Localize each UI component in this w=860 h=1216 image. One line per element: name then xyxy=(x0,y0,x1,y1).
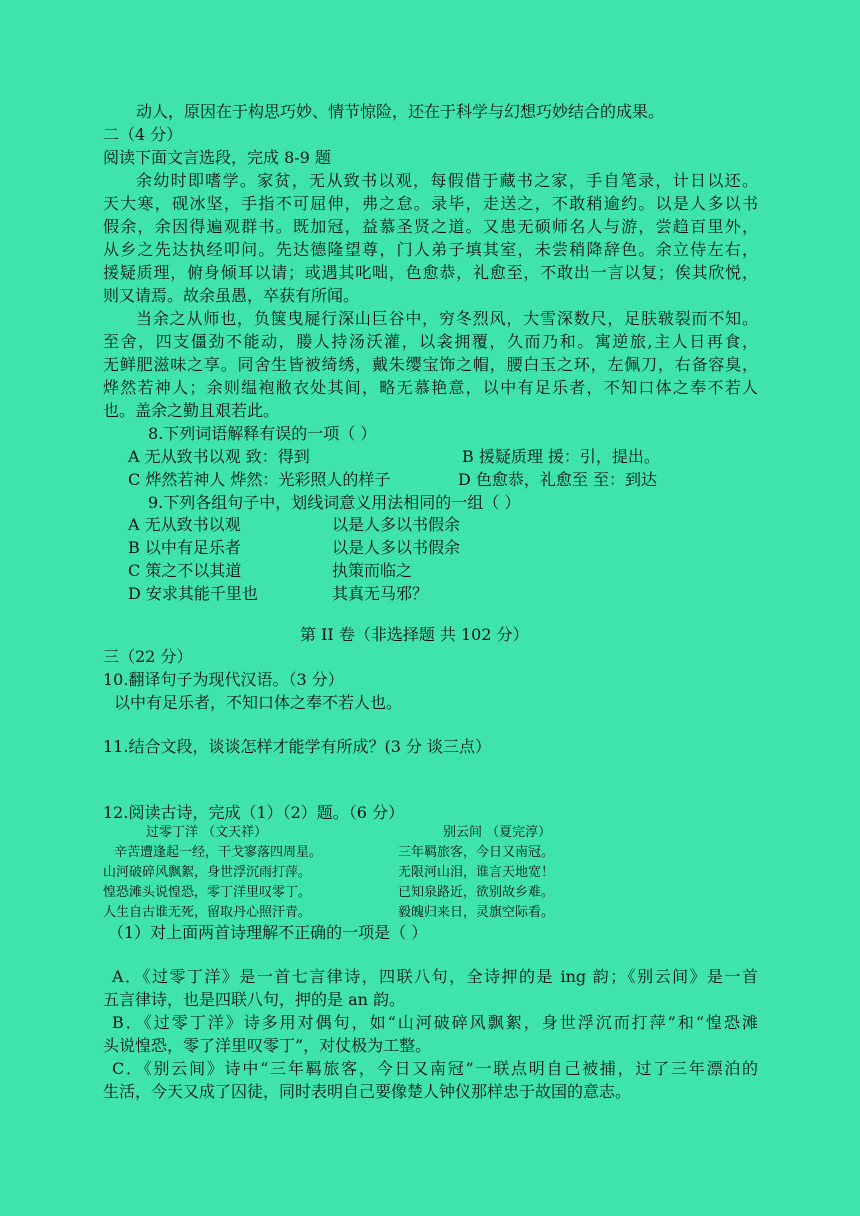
q12-option-a: A．《过零丁洋》是一首七言律诗，四联八句，全诗押的是 ing 韵；《别云间》是一首 xyxy=(112,967,758,986)
passage-line: 假余，余因得遍观群书。既加冠，益慕圣贤之道。又患无硕师名人与游，尝趋百里外， xyxy=(103,217,758,236)
q9-option-d-left: D 安求其能千里也 xyxy=(128,584,258,603)
poem-right-title: 别云间 （夏完淳） xyxy=(443,825,552,840)
passage-line: 当余之从师也，负箧曳屣行深山巨谷中，穷冬烈风，大雪深数尺，足肤皲裂而不知。 xyxy=(136,309,758,328)
question-8: 8.下列词语解释有误的一项（ ） xyxy=(148,424,377,443)
q9-option-b-left: B 以中有足乐者 xyxy=(128,538,241,557)
passage-line: 天大寒，砚冰坚，手指不可屈伸，弗之怠。录毕，走送之，不敢稍逾约。以是人多以书 xyxy=(103,194,758,213)
q12-option-c: C．《别云间》诗中“三年羁旅客，今日又南冠”一联点明自己被捕，过了三年漂泊的 xyxy=(112,1059,758,1078)
passage-line: 无鲜肥滋味之享。同舍生皆被绮绣，戴朱缨宝饰之帽，腰白玉之环，左佩刀，右备容臭， xyxy=(103,355,758,374)
q8-option-a: A 无从致书以观 致：得到 xyxy=(128,447,310,466)
q12-option-b-cont: 头说惶恐，零了洋里叹零丁”，对仗极为工整。 xyxy=(103,1036,432,1055)
question-11: 11.结合文段，谈谈怎样才能学有所成？(3 分 谈三点） xyxy=(103,737,492,756)
passage-line: 从乡之先达执经叩问。先达德隆望尊，门人弟子填其室，未尝稍降辞色。余立侍左右， xyxy=(103,240,758,259)
passage-line: 援疑质理，俯身倾耳以请；或遇其叱咄，色愈恭，礼愈至，不敢出一言以复；俟其欣悦， xyxy=(103,263,758,282)
question-12: 12.阅读古诗，完成（1）（2）题。（6 分） xyxy=(103,803,405,822)
poem-left-line: 辛苦遭逢起一经，干戈寥落四周星。 xyxy=(114,845,323,860)
section-three-heading: 三（22 分） xyxy=(103,647,193,666)
q12-option-a-cont: 五言律诗，也是四联八句，押的是 an 韵。 xyxy=(103,990,406,1009)
reading-instruction: 阅读下面文言选段，完成 8-9 题 xyxy=(103,148,331,167)
q10-sentence: 以中有足乐者，不知口体之奉不若人也。 xyxy=(114,693,403,712)
q8-option-b: B 援疑质理 援：引，提出。 xyxy=(462,447,660,466)
q9-option-c-right: 执策而临之 xyxy=(332,561,413,580)
passage-line: 也。盖余之勤且艰若此。 xyxy=(103,401,280,420)
question-10: 10.翻译句子为现代汉语。（3 分） xyxy=(103,670,344,689)
q12-stem: （1）对上面两首诗理解不正确的一项是（ ） xyxy=(108,923,428,942)
part-two-title: 第 II 卷（非选择题 共 102 分） xyxy=(300,625,529,644)
q8-option-d: D 色愈恭，礼愈至 至：到达 xyxy=(458,470,658,489)
q9-option-c-left: C 策之不以其道 xyxy=(128,561,242,580)
poem-right-line: 毅魄归来日，灵旗空际看。 xyxy=(398,905,555,920)
poem-left-line: 惶恐滩头说惶恐，零丁洋里叹零丁。 xyxy=(103,885,312,900)
passage-line: 则又请焉。故余虽愚，卒获有所闻。 xyxy=(103,286,360,305)
q9-option-b-right: 以是人多以书假余 xyxy=(332,538,461,557)
q12-option-c-cont: 生活，今天又成了囚徒，同时表明自己要像楚人钟仪那样忠于故国的意志。 xyxy=(103,1082,632,1101)
q8-option-c: C 烨然若神人 烨然：光彩照人的样子 xyxy=(128,470,391,489)
poem-right-line: 已知泉路近，欲别故乡难。 xyxy=(398,885,555,900)
question-9: 9.下列各组句子中，划线词意义用法相同的一组（ ） xyxy=(148,493,521,512)
poem-left-line: 人生自古谁无死，留取丹心照汗青。 xyxy=(103,905,312,920)
passage-line: 余幼时即嗜学。家贫，无从致书以观，每假借于藏书之家，手自笔录，计日以还。 xyxy=(136,171,758,190)
passage-line: 烨然若神人；余则缊袍敝衣处其间，略无慕艳意，以中有足乐者，不知口体之奉不若人 xyxy=(103,378,758,397)
poem-right-line: 无限河山泪，谁言天地宽！ xyxy=(398,865,555,880)
q9-option-a-right: 以是人多以书假余 xyxy=(332,515,461,534)
poem-left-line: 山河破碎风飘絮，身世浮沉雨打萍。 xyxy=(103,865,312,880)
poem-right-line: 三年羁旅客，今日又南冠。 xyxy=(398,845,555,860)
q12-option-b: B．《过零丁洋》诗多用对偶句，如“山河破碎风飘絮，身世浮沉而打萍”和“惶恐滩 xyxy=(112,1013,758,1032)
q9-option-a-left: A 无从致书以观 xyxy=(128,515,241,534)
q9-option-d-right: 其真无马邪？ xyxy=(332,584,429,603)
section-two-heading: 二（4 分） xyxy=(103,125,183,144)
poem-left-title: 过零丁洋 （文天祥） xyxy=(146,825,268,840)
continuation-line: 动人，原因在于构思巧妙、情节惊险，还在于科学与幻想巧妙结合的成果。 xyxy=(136,102,665,121)
passage-line: 至舍，四支僵劲不能动，媵人持汤沃灌，以衾拥覆，久而乃和。寓逆旅,主人日再食， xyxy=(103,332,758,351)
